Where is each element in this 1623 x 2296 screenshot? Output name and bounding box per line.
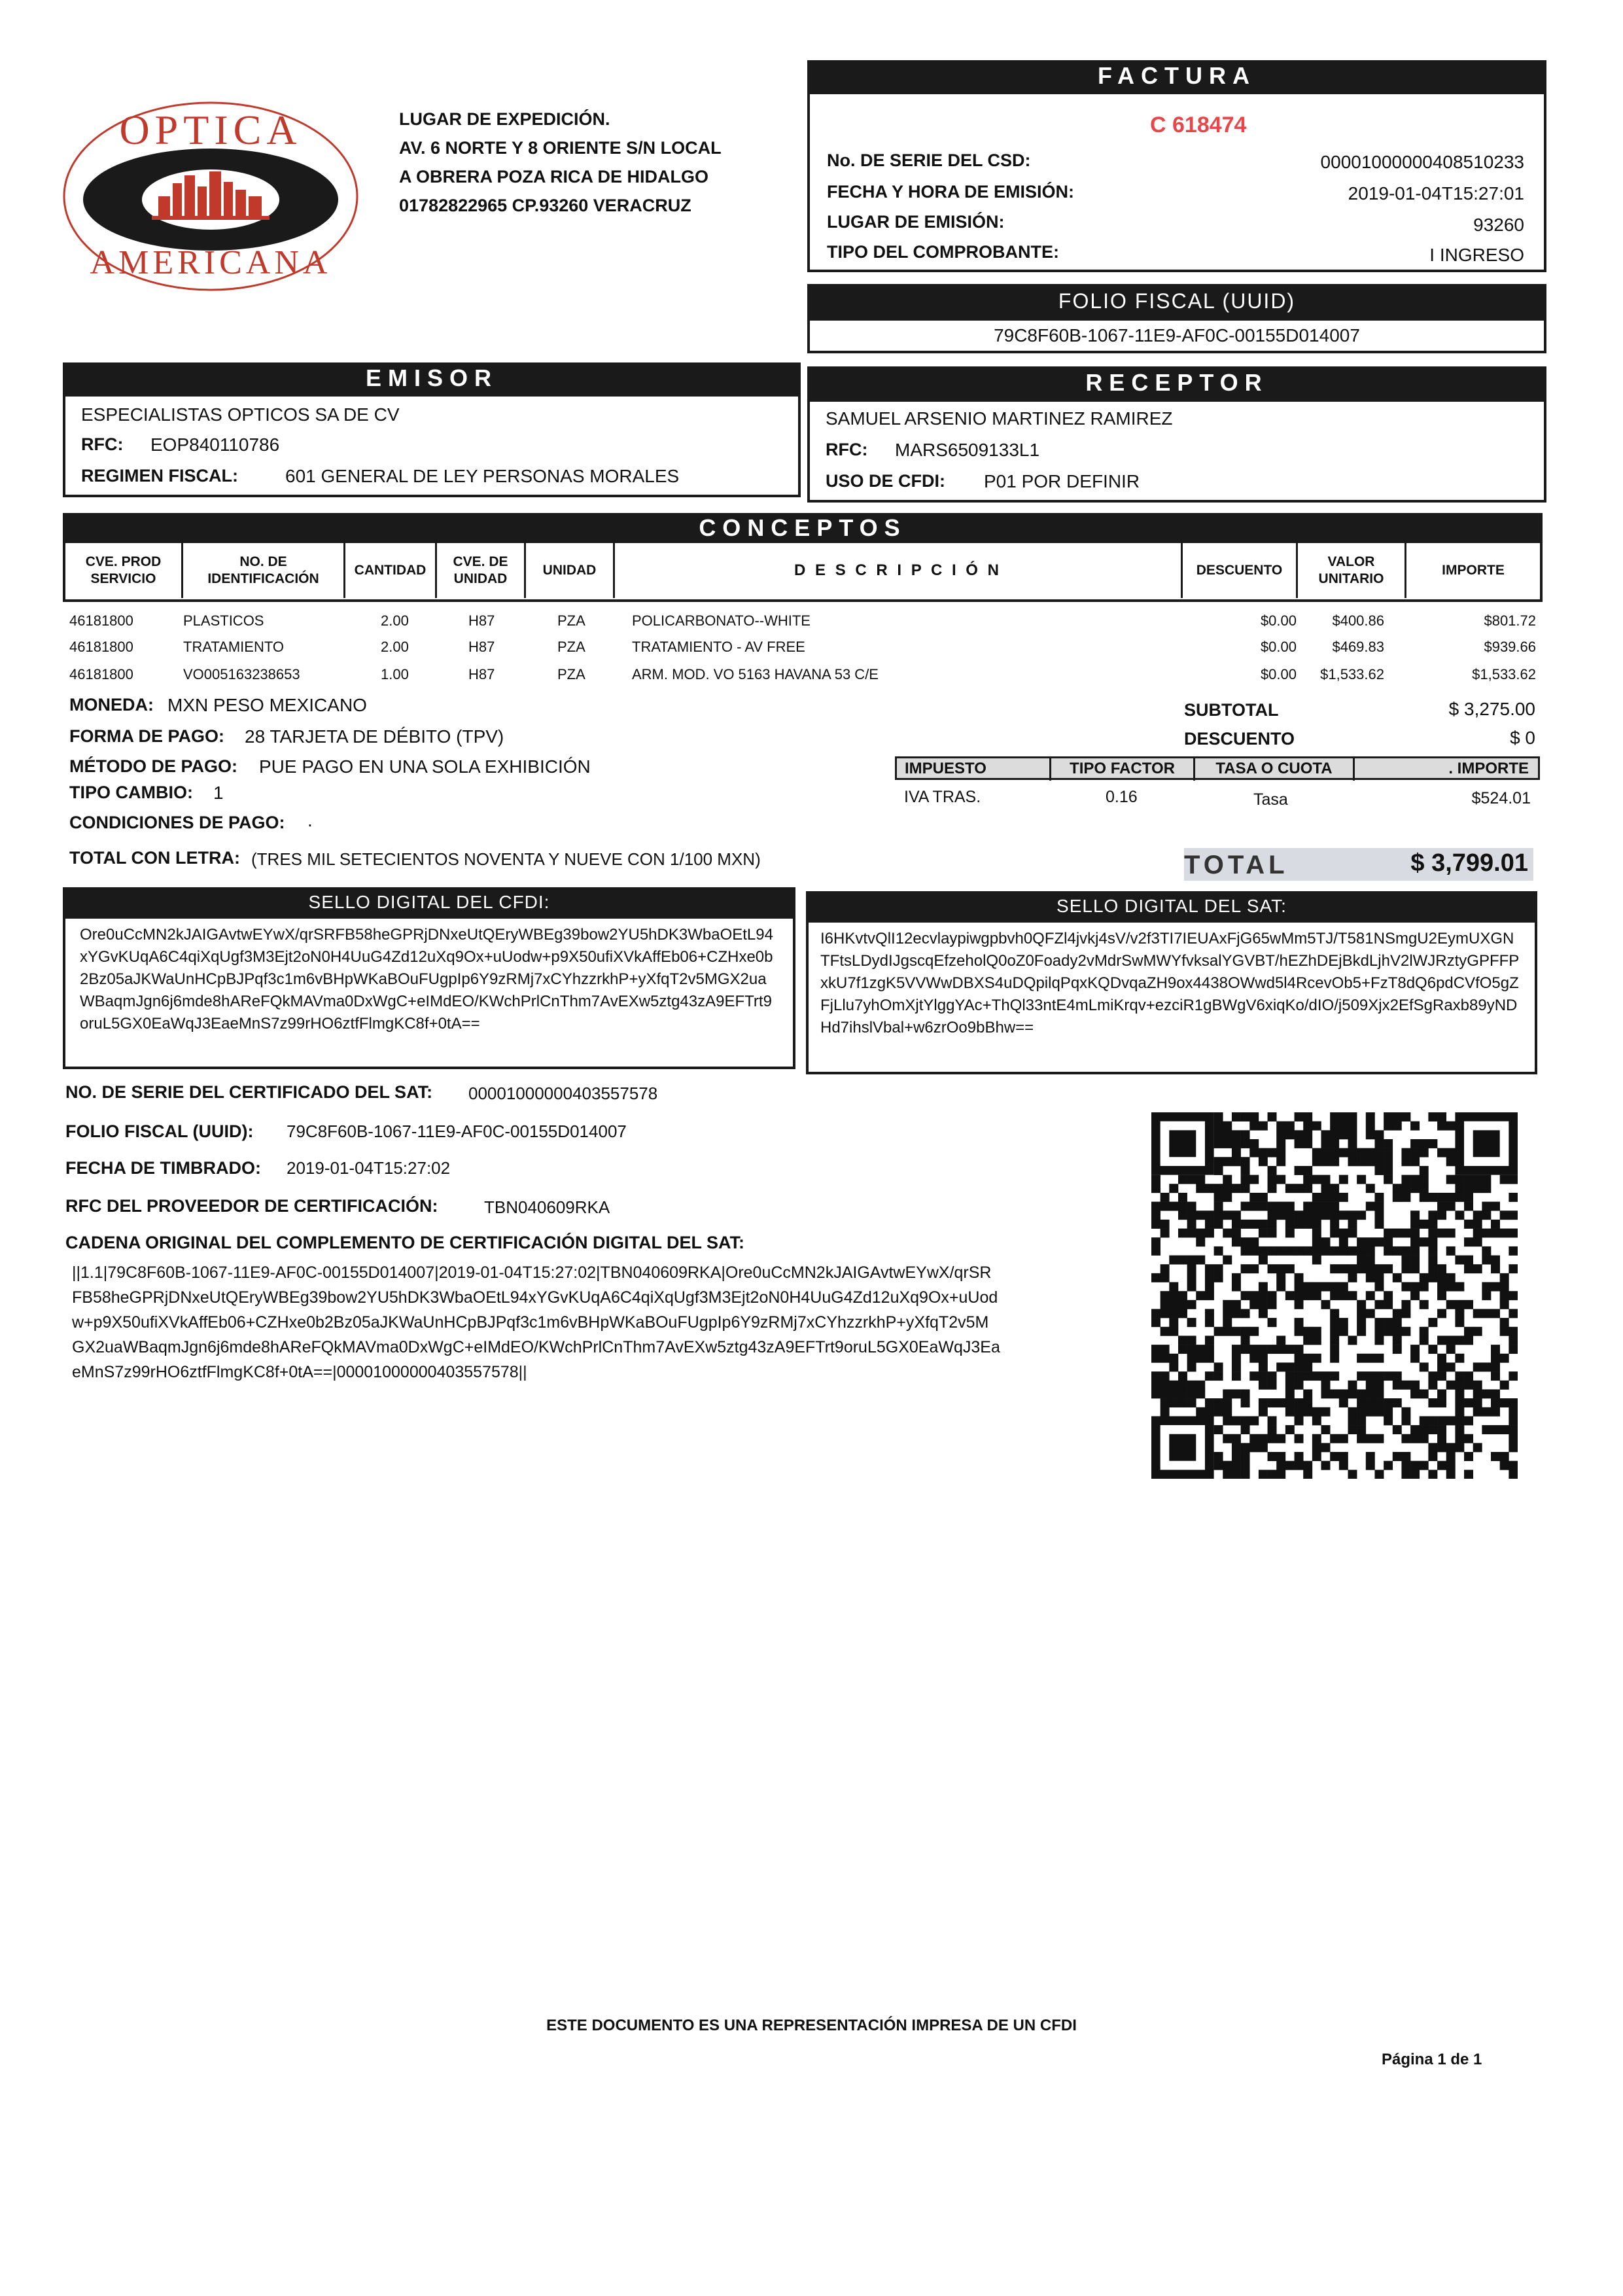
cell-cve: 46181800 [69,612,133,629]
emission-place-label: LUGAR DE EMISIÓN: [827,212,1005,232]
col-descuento: DESCUENTO [1183,543,1298,598]
cert-rfc-value: TBN040609RKA [484,1197,610,1217]
col-cve-unidad: CVE. DE UNIDAD [437,543,526,598]
cell-descripcion: TRATAMIENTO - AV FREE [632,639,805,655]
cert-uuid-value: 79C8F60B-1067-11E9-AF0C-00155D014007 [287,1122,627,1141]
forma-pago-value: 28 TARJETA DE DÉBITO (TPV) [245,726,504,747]
emisor-title: EMISOR [63,362,801,394]
cert-serie-value: 00001000000403557578 [468,1084,658,1103]
tax-tasa: Tasa [1253,790,1288,809]
table-row [63,612,1543,639]
emisor-rfc: EOP840110786 [150,434,280,455]
cell-cantidad: 1.00 [381,666,409,682]
cadena-label: CADENA ORIGINAL DEL COMPLEMENTO DE CERTIFICACIÓN DIGITAL DEL SAT: [65,1233,745,1252]
emisor-box [63,394,801,497]
total-letra-value: (TRES MIL SETECIENTOS NOVENTA Y NUEVE CON 1/100 MXN) [251,849,761,869]
col-descripcion: D E S C R I P C I Ó N [615,543,1183,598]
tax-col-impuesto: IMPUESTO [897,758,1051,781]
moneda-label: MONEDA: [69,695,154,715]
sello-sat-text: I6HKvtvQlI12ecvlaypiwgpbvh0QFZl4jvkj4sV/v2f3TI7IEUAxFjG65wMm5TJ/T581NSmgU2EymUXGNTFtsLDydIJgscqEfzeholQ0oZ0Foady2vMdrSwMWYfvksalYGVBT/hEZhDEjBkdLjhV2lWJRztyGPFFPxkU7f1zgK5VVWwDBXS4uDQpilqPqxKQDvqaZH9ox4438OWwd5l4RcevOb5+FzT8dQ6pdCVfO5gZFjLlu7yhOmXjtYlggYAc+ThQl33ntE4mLmiKrqv+ezciR1gBWgV6xiqKo/dIO/j509Xjx2EfSgRaxb89yNDHd7ihslVbal+w6zrOo9bBhw== [820,930,1520,1036]
page-number: Página 1 de 1 [1382,2051,1482,2068]
cell-cve-unidad: H87 [468,666,495,682]
voucher-type-value: I INGRESO [1429,245,1524,265]
sello-cfdi-text: Ore0uCcMN2kJAIGAvtwEYwX/qrSRFB58heGPRjDNxeUtQEryWBEg39bow2YU5hDK3WbaOEtL94xYGvKUqA6C4qiXqUgf3M3Ejt2oN0H4UuG4Zd12uXq9Ox+uUodw+p9X50ufiXVkAffEb06+CZHxe0b2Bz05aJKWaUnHCpBJPqf3c1m6vBHpWKaBOuFUgpIp6Y9zRMj7xCYhzzrkhP+yXfqT2v5MGX2uaWBaqmJgn6j6mde8hAReFQkMAVma0DxWgC+eIMdEO/KWchPrlCnThm7AvEXw5ztg43zA9EFTrt9oruL5GX0EaWqJ3EaeMnS7z99rHO6ztfFlmgKC8f+0tA== [80,926,773,1033]
cell-descuento: $0.00 [1260,639,1297,655]
cell-valor: $400.86 [1332,612,1384,629]
logo-top-text: OPTICA [119,107,302,153]
subtotal-value: $ 3,275.00 [1448,699,1535,719]
cert-fecha-value: 2019-01-04T15:27:02 [287,1158,451,1178]
emission-datetime-label: FECHA Y HORA DE EMISIÓN: [827,182,1075,202]
tax-importe: $524.01 [1471,789,1531,807]
descuento-total-value: $ 0 [1510,728,1535,748]
tax-col-tipo-factor: TIPO FACTOR [1051,758,1195,781]
qr-code [1151,1112,1518,1479]
conceptos-title: CONCEPTOS [63,513,1543,543]
cell-valor: $1,533.62 [1320,666,1384,682]
sello-cfdi-title: SELLO DIGITAL DEL CFDI: [63,887,795,917]
optica-americana-logo [60,98,361,294]
footer-note: ESTE DOCUMENTO ES UNA REPRESENTACIÓN IMPRESA DE UN CFDI [546,2017,1077,2034]
csd-serial-value: 00001000000408510233 [1320,152,1524,172]
sello-cfdi-box [63,916,795,1069]
cell-importe: $939.66 [1484,639,1536,655]
receptor-title: RECEPTOR [807,366,1546,399]
factura-title: FACTURA [807,60,1546,92]
tax-row [895,788,1540,810]
tax-col-importe: . IMPORTE [1448,760,1529,777]
condiciones-value: . [307,810,313,830]
cell-id: TRATAMIENTO [183,639,284,655]
issuer-address-line: AV. 6 NORTE Y 8 ORIENTE S/N LOCAL [399,138,722,158]
emission-place-value: 93260 [1473,215,1524,235]
issuer-address-line: 01782822965 CP.93260 VERACRUZ [399,196,691,215]
cell-unidad: PZA [557,612,585,629]
cert-serie-label: NO. DE SERIE DEL CERTIFICADO DEL SAT: [65,1082,433,1102]
cadena-original-text: ||1.1|79C8F60B-1067-11E9-AF0C-00155D014007|2019-01-04T15:27:02|TBN040609RKA|Ore0uCcMN2kJAIGAvtwEYwX/qrSRFB58heGPRjDNxeUtQEryWBEg39bow2YU5hDK3WbaOEtL94xYGvKUqA6C4qiXqUgf3M3Ejt2oN0H4UuG4Zd12uXq9Ox+uUodw+p9X50ufiXVkAffEb06+CZHxe0b2Bz05aJKWaUnHCpBJPqf3c1m6vBHpWKaBOuFUgpIp6Y9zRMj7xCYhzzrkhP+yXfqT2v5MGX2uaWBaqmJgn6j6mde8hAReFQkMAVma0DxWgC+eIMdEO/KWchPrlCnThm7AvEXw5ztg43zA9EFTrt9oruL5GX0EaWqJ3EaeMnS7z99rHO6ztfFlmgKC8f+0tA==|00001000000403557578|| [72,1263,1000,1381]
cell-cantidad: 2.00 [381,639,409,655]
total-value: $ 3,799.01 [1410,849,1528,877]
total-box [1184,848,1533,881]
total-label: TOTAL [1184,851,1289,879]
col-no-identificacion: NO. DE IDENTIFICACIÓN [183,543,345,598]
emission-datetime-value: 2019-01-04T15:27:01 [1348,183,1524,203]
cell-importe: $801.72 [1484,612,1536,629]
cell-cve-unidad: H87 [468,639,495,655]
col-cve-prod: CVE. PROD SERVICIO [65,543,183,598]
total-letra-label: TOTAL CON LETRA: [69,848,240,868]
cell-cve: 46181800 [69,666,133,682]
voucher-type-label: TIPO DEL COMPROBANTE: [827,242,1060,262]
tax-col-tasa: TASA O CUOTA [1195,758,1355,781]
cell-cve-unidad: H87 [468,612,495,629]
cert-rfc-label: RFC DEL PROVEEDOR DE CERTIFICACIÓN: [65,1196,438,1216]
cert-fecha-label: FECHA DE TIMBRADO: [65,1158,261,1178]
receptor-rfc: MARS6509133L1 [895,440,1040,460]
csd-serial-label: No. DE SERIE DEL CSD: [827,150,1031,170]
metodo-pago-value: PUE PAGO EN UNA SOLA EXHIBICIÓN [259,756,591,777]
emisor-regimen-label: REGIMEN FISCAL: [81,466,238,486]
descuento-total-label: DESCUENTO [1184,729,1295,749]
cell-unidad: PZA [557,666,585,682]
issuer-address-line: A OBRERA POZA RICA DE HIDALGO [399,167,709,186]
tax-impuesto: IVA TRAS. [904,788,981,806]
cell-cantidad: 2.00 [381,612,409,629]
table-row [63,666,1543,692]
receptor-rfc-label: RFC: [826,440,868,459]
tax-tipo-factor: 0.16 [1106,788,1138,806]
col-cantidad: CANTIDAD [345,543,437,598]
receptor-box [807,399,1546,503]
cell-unidad: PZA [557,639,585,655]
col-unidad: UNIDAD [526,543,615,598]
condiciones-label: CONDICIONES DE PAGO: [69,813,285,832]
cell-descuento: $0.00 [1260,666,1297,682]
conceptos-header [63,543,1543,602]
tax-header [895,756,1540,780]
tipo-cambio-label: TIPO CAMBIO: [69,783,193,802]
moneda-value: MXN PESO MEXICANO [167,695,367,715]
sello-sat-box [806,920,1537,1074]
cell-descripcion: ARM. MOD. VO 5163 HAVANA 53 C/E [632,666,879,682]
logo-bottom-text: AMERICANA [90,244,332,281]
cell-valor: $469.83 [1332,639,1384,655]
receptor-name: SAMUEL ARSENIO MARTINEZ RAMIREZ [826,408,1173,429]
table-row [63,639,1543,665]
cell-importe: $1,533.62 [1472,666,1536,682]
tipo-cambio-value: 1 [213,783,224,803]
receptor-uso-label: USO DE CFDI: [826,471,946,491]
folio-fiscal-value: 79C8F60B-1067-11E9-AF0C-00155D014007 [807,318,1546,353]
col-valor-unitario: VALOR UNITARIO [1298,543,1406,598]
cell-descripcion: POLICARBONATO--WHITE [632,612,811,629]
col-importe: IMPORTE [1442,563,1505,578]
cell-descuento: $0.00 [1260,612,1297,629]
forma-pago-label: FORMA DE PAGO: [69,726,224,746]
invoice-number: C 618474 [1150,113,1247,137]
emisor-rfc-label: RFC: [81,434,124,454]
cert-uuid-label: FOLIO FISCAL (UUID): [65,1122,254,1141]
receptor-uso: P01 POR DEFINIR [984,471,1140,491]
cell-cve: 46181800 [69,639,133,655]
factura-box [807,92,1546,272]
emisor-regimen: 601 GENERAL DE LEY PERSONAS MORALES [285,466,680,486]
folio-fiscal-title: FOLIO FISCAL (UUID) [807,284,1546,318]
issuer-address [399,105,792,220]
subtotal-label: SUBTOTAL [1184,700,1279,720]
cell-id: VO005163238653 [183,666,300,682]
metodo-pago-label: MÉTODO DE PAGO: [69,756,238,776]
emisor-name: ESPECIALISTAS OPTICOS SA DE CV [81,404,400,425]
cell-id: PLASTICOS [183,612,264,629]
issuer-address-heading: LUGAR DE EXPEDICIÓN. [399,109,610,129]
sello-sat-title: SELLO DIGITAL DEL SAT: [806,891,1537,921]
